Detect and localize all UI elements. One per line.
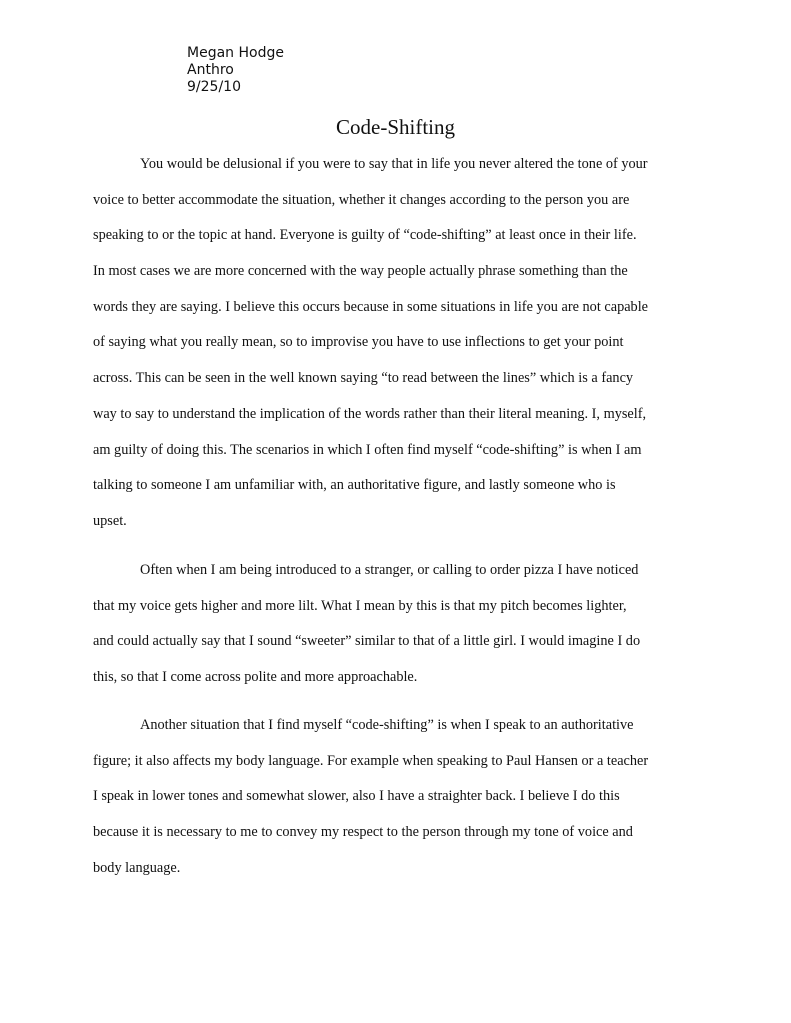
paragraph-2 xyxy=(93,553,697,696)
paragraph-line: this, so that I come across polite and more approachable. xyxy=(93,669,418,686)
paragraph-line: and could actually say that I sound “sweeter” similar to that of a little girl. I would imagine I do xyxy=(93,633,641,650)
document-header xyxy=(187,45,284,96)
paragraph-line: body language. xyxy=(93,859,181,876)
paragraph-line: words they are saying. I believe this occurs because in some situations in life you are not capable xyxy=(93,298,649,315)
paragraph-line: You would be delusional if you were to say that in life you never altered the tone of your xyxy=(140,156,648,172)
paragraph-line: I speak in lower tones and somewhat slower, also I have a straighter back. I believe I do this xyxy=(93,788,620,805)
paragraph-1 xyxy=(93,147,697,540)
document-date: 9/25/10 xyxy=(187,79,241,95)
document-title: Code-Shifting xyxy=(336,115,455,139)
paragraph-line: am guilty of doing this. The scenarios in which I often find myself “code-shifting” is when I am xyxy=(93,441,642,458)
paragraph-line: of saying what you really mean, so to improvise you have to use inflections to get your point xyxy=(93,334,624,351)
paragraph-line: across. This can be seen in the well known saying “to read between the lines” which is a fancy xyxy=(93,370,634,387)
paragraph-line: Another situation that I find myself “code-shifting” is when I speak to an authoritative xyxy=(140,717,634,733)
paragraph-line: way to say to understand the implication of the words rather than their literal meaning. I, myself, xyxy=(93,405,647,422)
paragraph-line: upset. xyxy=(93,512,127,529)
paragraph-line: speaking to or the topic at hand. Everyone is guilty of “code-shifting” at least once in their life. xyxy=(93,227,637,244)
paragraph-3 xyxy=(93,708,697,886)
paragraph-line: In most cases we are more concerned with the way people actually phrase something than the xyxy=(93,263,628,280)
paragraph-line: talking to someone I am unfamiliar with, an authoritative figure, and lastly someone who is xyxy=(93,477,616,494)
paragraph-line: because it is necessary to me to convey my respect to the person through my tone of voice and xyxy=(93,824,633,841)
paragraph-line: figure; it also affects my body language. For example when speaking to Paul Hansen or a teacher xyxy=(93,752,649,769)
course-name: Anthro xyxy=(187,62,234,78)
paragraph-line: Often when I am being introduced to a stranger, or calling to order pizza I have noticed xyxy=(140,562,639,578)
paragraph-line: that my voice gets higher and more lilt. What I mean by this is that my pitch becomes lighter, xyxy=(93,597,627,614)
author-name: Megan Hodge xyxy=(187,45,284,61)
paragraph-line: voice to better accommodate the situation, whether it changes according to the person you are xyxy=(93,191,630,208)
